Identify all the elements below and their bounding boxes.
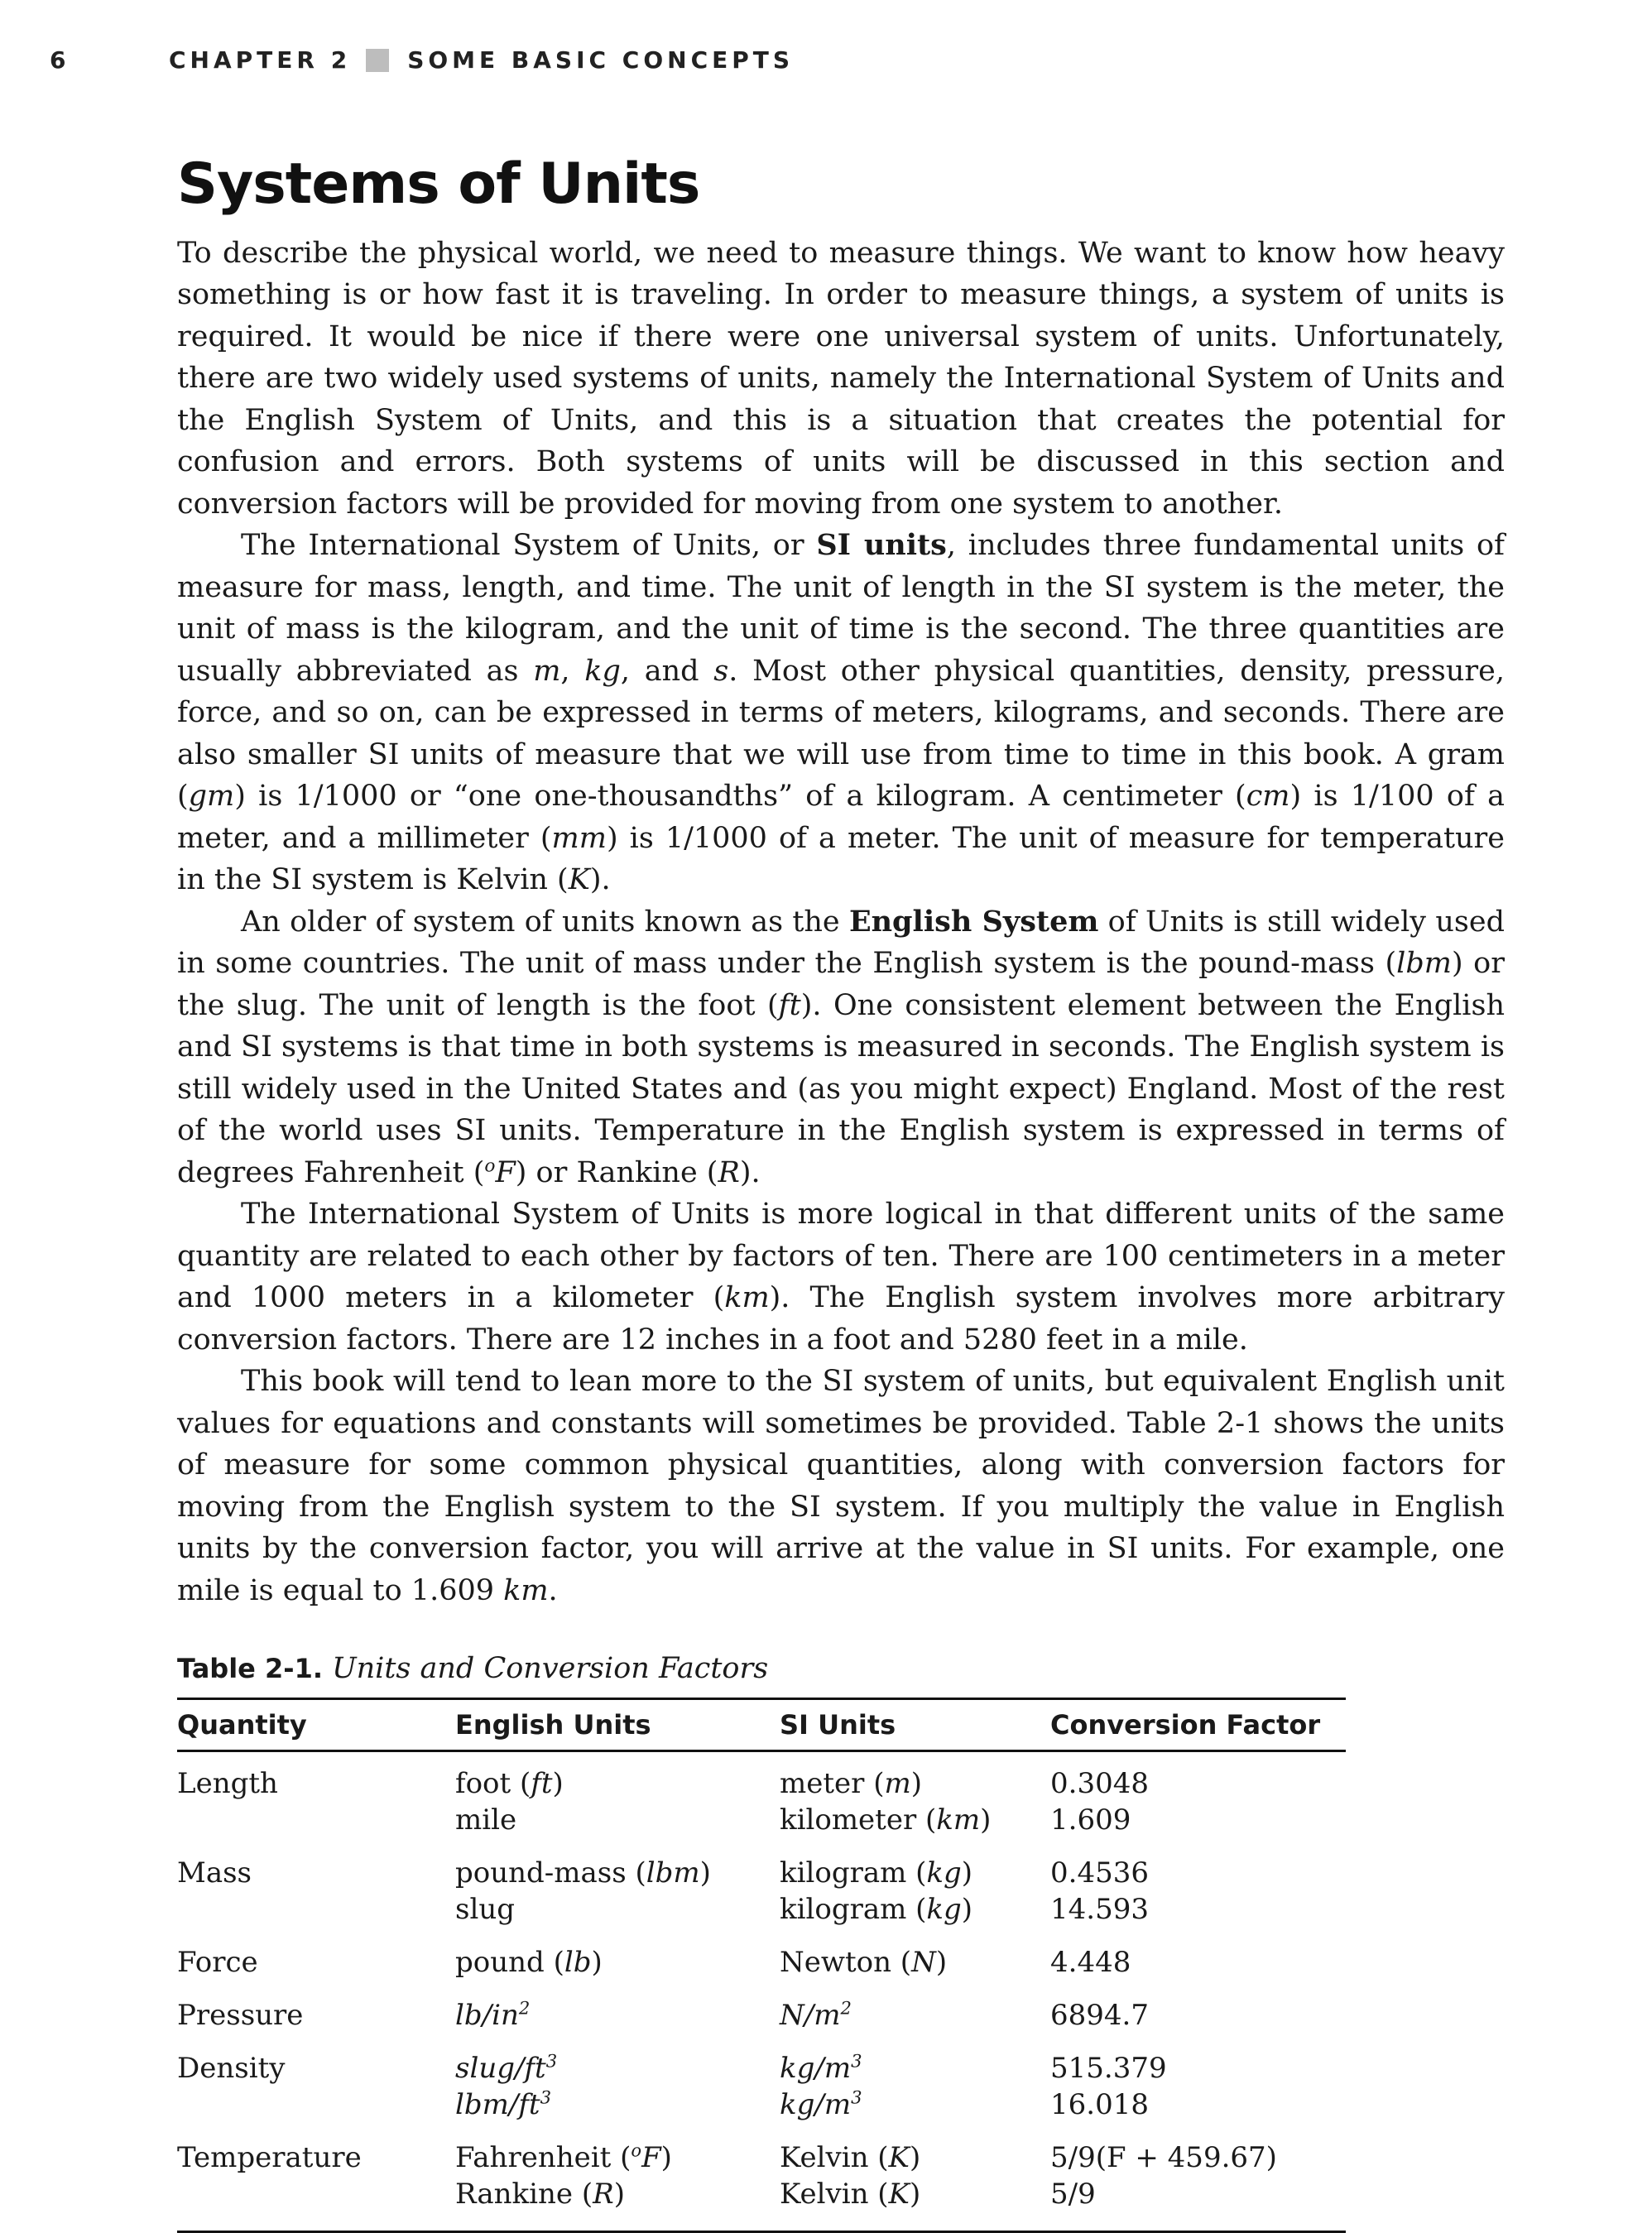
unit-line: meter (m) — [780, 1767, 922, 1801]
cell-quantity: Mass — [177, 1856, 252, 1890]
cell-quantity: Length — [177, 1767, 278, 1801]
factor-value: 5/9 — [1050, 2178, 1096, 2211]
paragraph-intro: To describe the physical world, we need to measure things. We want to know how heavy something is or how fast it is traveling. In order to measure things, a system of units is required. It would be nice if there were one universal system of units. Unfortunately, there are two widely used systems of units, namely the International System of Units and the English System of Units, and this is a situation that creates the potential for confusion and errors. Both systems of units will be discussed in this section and conversion factors will be provided for moving from one system to another. — [177, 236, 1505, 521]
table-header-row — [177, 1699, 1346, 1751]
factor-value: 14.593 — [1050, 1893, 1149, 1927]
unit-line: kilogram (kg) — [780, 1893, 973, 1927]
header-quantity: Quantity — [177, 1699, 455, 1751]
unit-line: pound-mass (lbm) — [455, 1856, 711, 1890]
cell-si-units — [780, 2042, 1050, 2131]
table-caption — [177, 1648, 1505, 1689]
header-conversion-factor: Conversion Factor — [1050, 1699, 1346, 1751]
cell-quantity: Pressure — [177, 1999, 304, 2033]
factor-value: 5/9(F + 459.67) — [1050, 2141, 1277, 2175]
term-si-units: SI units — [816, 528, 947, 563]
header-english-units: English Units — [455, 1699, 780, 1751]
cell-english-units — [455, 1751, 780, 1847]
cell-conversion-factor — [1050, 1936, 1346, 1989]
unit-line: Newton (N) — [780, 1946, 948, 1980]
unit-line: kilogram (kg) — [780, 1856, 973, 1890]
factor-value: 0.3048 — [1050, 1767, 1149, 1801]
running-head — [50, 46, 1586, 79]
cell-english-units — [455, 2042, 780, 2131]
table-row — [177, 1751, 1346, 1847]
unit-line: lbm/$ft^3$ — [455, 2087, 552, 2122]
separator-square-icon — [366, 49, 389, 72]
table-row — [177, 1846, 1346, 1936]
chapter-label: CHAPTER 2 — [169, 46, 352, 74]
unit-line: Rankine (R) — [455, 2178, 625, 2211]
table-title: Units and Conversion Factors — [332, 1652, 769, 1686]
table-label: Table 2-1. — [177, 1653, 323, 1685]
paragraph-si-logic: The International System of Units is more logical in that different units of the same quantity are related to each other by factors of ten. There are 100 centimeters in a meter and 1000 meters in a kilometer (km). The English system involves more arbitrary conversion factors. There are 12 inches in a foot and 5280 feet in a mile. — [177, 1198, 1505, 1357]
term-english-system: English System — [848, 904, 1099, 939]
paragraph-english-system: An older of system of units known as the English System of Units is still widely used in some countries. The unit of mass under the English system is the pound-mass (lbm) or the slug. The unit of length is the foot (ft). One consistent element between the English and SI systems is that time in both systems is measured in seconds. The English system is still widely used in the United States and (as you might expect) England. Most of the rest of the world uses SI units. Temperature in the English system is expressed in terms of degrees Fahrenheit ($^o$F) or Rankine (R). — [177, 904, 1505, 1189]
paragraph-si-units: The International System of Units, or SI units, includes three fundamental units of measure for mass, length, and time. The unit of length in the SI system is the meter, the unit of mass is the kilogram, and the unit of time is the second. The three quantities are usually abbreviated as m, kg, and s. Most other physical quantities, density, pressure, force, and so on, can be expressed in terms of meters, kilograms, and seconds. There are also smaller SI units of measure that we will use from time to time in this book. A gram (gm) is 1/1000 or “one one-thousandths” of a kilogram. A centimeter (cm) is 1/100 of a meter, and a millimeter (mm) is 1/1000 of a meter. The unit of measure for temperature in the SI system is Kelvin (K). — [177, 528, 1506, 897]
cell-si-units — [780, 2131, 1050, 2232]
page-number: 6 — [50, 46, 70, 74]
unit-line: Fahrenheit ($^o$F) — [455, 2139, 672, 2175]
factor-value: 6894.7 — [1050, 1999, 1149, 2033]
chapter-title: SOME BASIC CONCEPTS — [407, 46, 795, 74]
unit-line: $kg/m^3$ — [780, 2087, 862, 2122]
unit-line: slug/$ft^3$ — [455, 2050, 558, 2086]
cell-english-units — [455, 1846, 780, 1936]
factor-value: 4.448 — [1050, 1946, 1131, 1980]
paragraph-table-intro: This book will tend to lean more to the SI system of units, but equivalent English unit values for equations and constants will sometimes be provided. Table 2-1 shows the units of measure for some common physical quantities, along with conversion factors for moving from the English system to the SI system. If you multiply the value in English units by the conversion factor, you will arrive at the value in SI units. For example, one mile is equal to 1.609 km. — [177, 1365, 1505, 1607]
table-row — [177, 2131, 1346, 2232]
cell-si-units — [780, 1936, 1050, 1989]
table-row — [177, 1936, 1346, 1989]
cell-quantity: Force — [177, 1946, 258, 1980]
unit-line: pound (lb) — [455, 1946, 603, 1980]
cell-conversion-factor — [1050, 2042, 1346, 2131]
unit-line: $lb/in^2$ — [455, 1997, 531, 2033]
cell-si-units — [780, 1846, 1050, 1936]
unit-line: slug — [455, 1893, 515, 1927]
units-table — [177, 1698, 1346, 2233]
factor-value: 1.609 — [1050, 1803, 1131, 1837]
unit-line: kilometer (km) — [780, 1803, 992, 1837]
cell-conversion-factor — [1050, 1846, 1346, 1936]
cell-si-units — [780, 1751, 1050, 1847]
table-body — [177, 1751, 1346, 2232]
cell-conversion-factor — [1050, 1751, 1346, 1847]
unit-line: mile — [455, 1803, 517, 1837]
factor-value: 515.379 — [1050, 2052, 1167, 2086]
cell-si-units — [780, 1989, 1050, 2042]
table-row — [177, 2042, 1346, 2131]
cell-english-units — [455, 2131, 780, 2232]
unit-line: foot (ft) — [455, 1767, 564, 1801]
chapter-header — [169, 46, 794, 74]
cell-conversion-factor — [1050, 1989, 1346, 2042]
cell-quantity: Temperature — [177, 2131, 455, 2232]
cell-english-units — [455, 1936, 780, 1989]
factor-value: 0.4536 — [1050, 1856, 1149, 1890]
unit-line: Kelvin (K) — [780, 2178, 921, 2211]
table-row — [177, 1989, 1346, 2042]
unit-line: Kelvin (K) — [780, 2141, 921, 2175]
cell-english-units — [455, 1989, 780, 2042]
page-content — [177, 151, 1506, 2233]
cell-conversion-factor — [1050, 2131, 1346, 2232]
factor-value: 16.018 — [1050, 2088, 1149, 2122]
cell-quantity: Density — [177, 2052, 286, 2086]
section-title: Systems of Units — [177, 151, 700, 217]
header-si-units: SI Units — [780, 1699, 1050, 1751]
unit-line: $N/m^2$ — [780, 1997, 852, 2033]
unit-line: $kg/m^3$ — [780, 2050, 862, 2086]
